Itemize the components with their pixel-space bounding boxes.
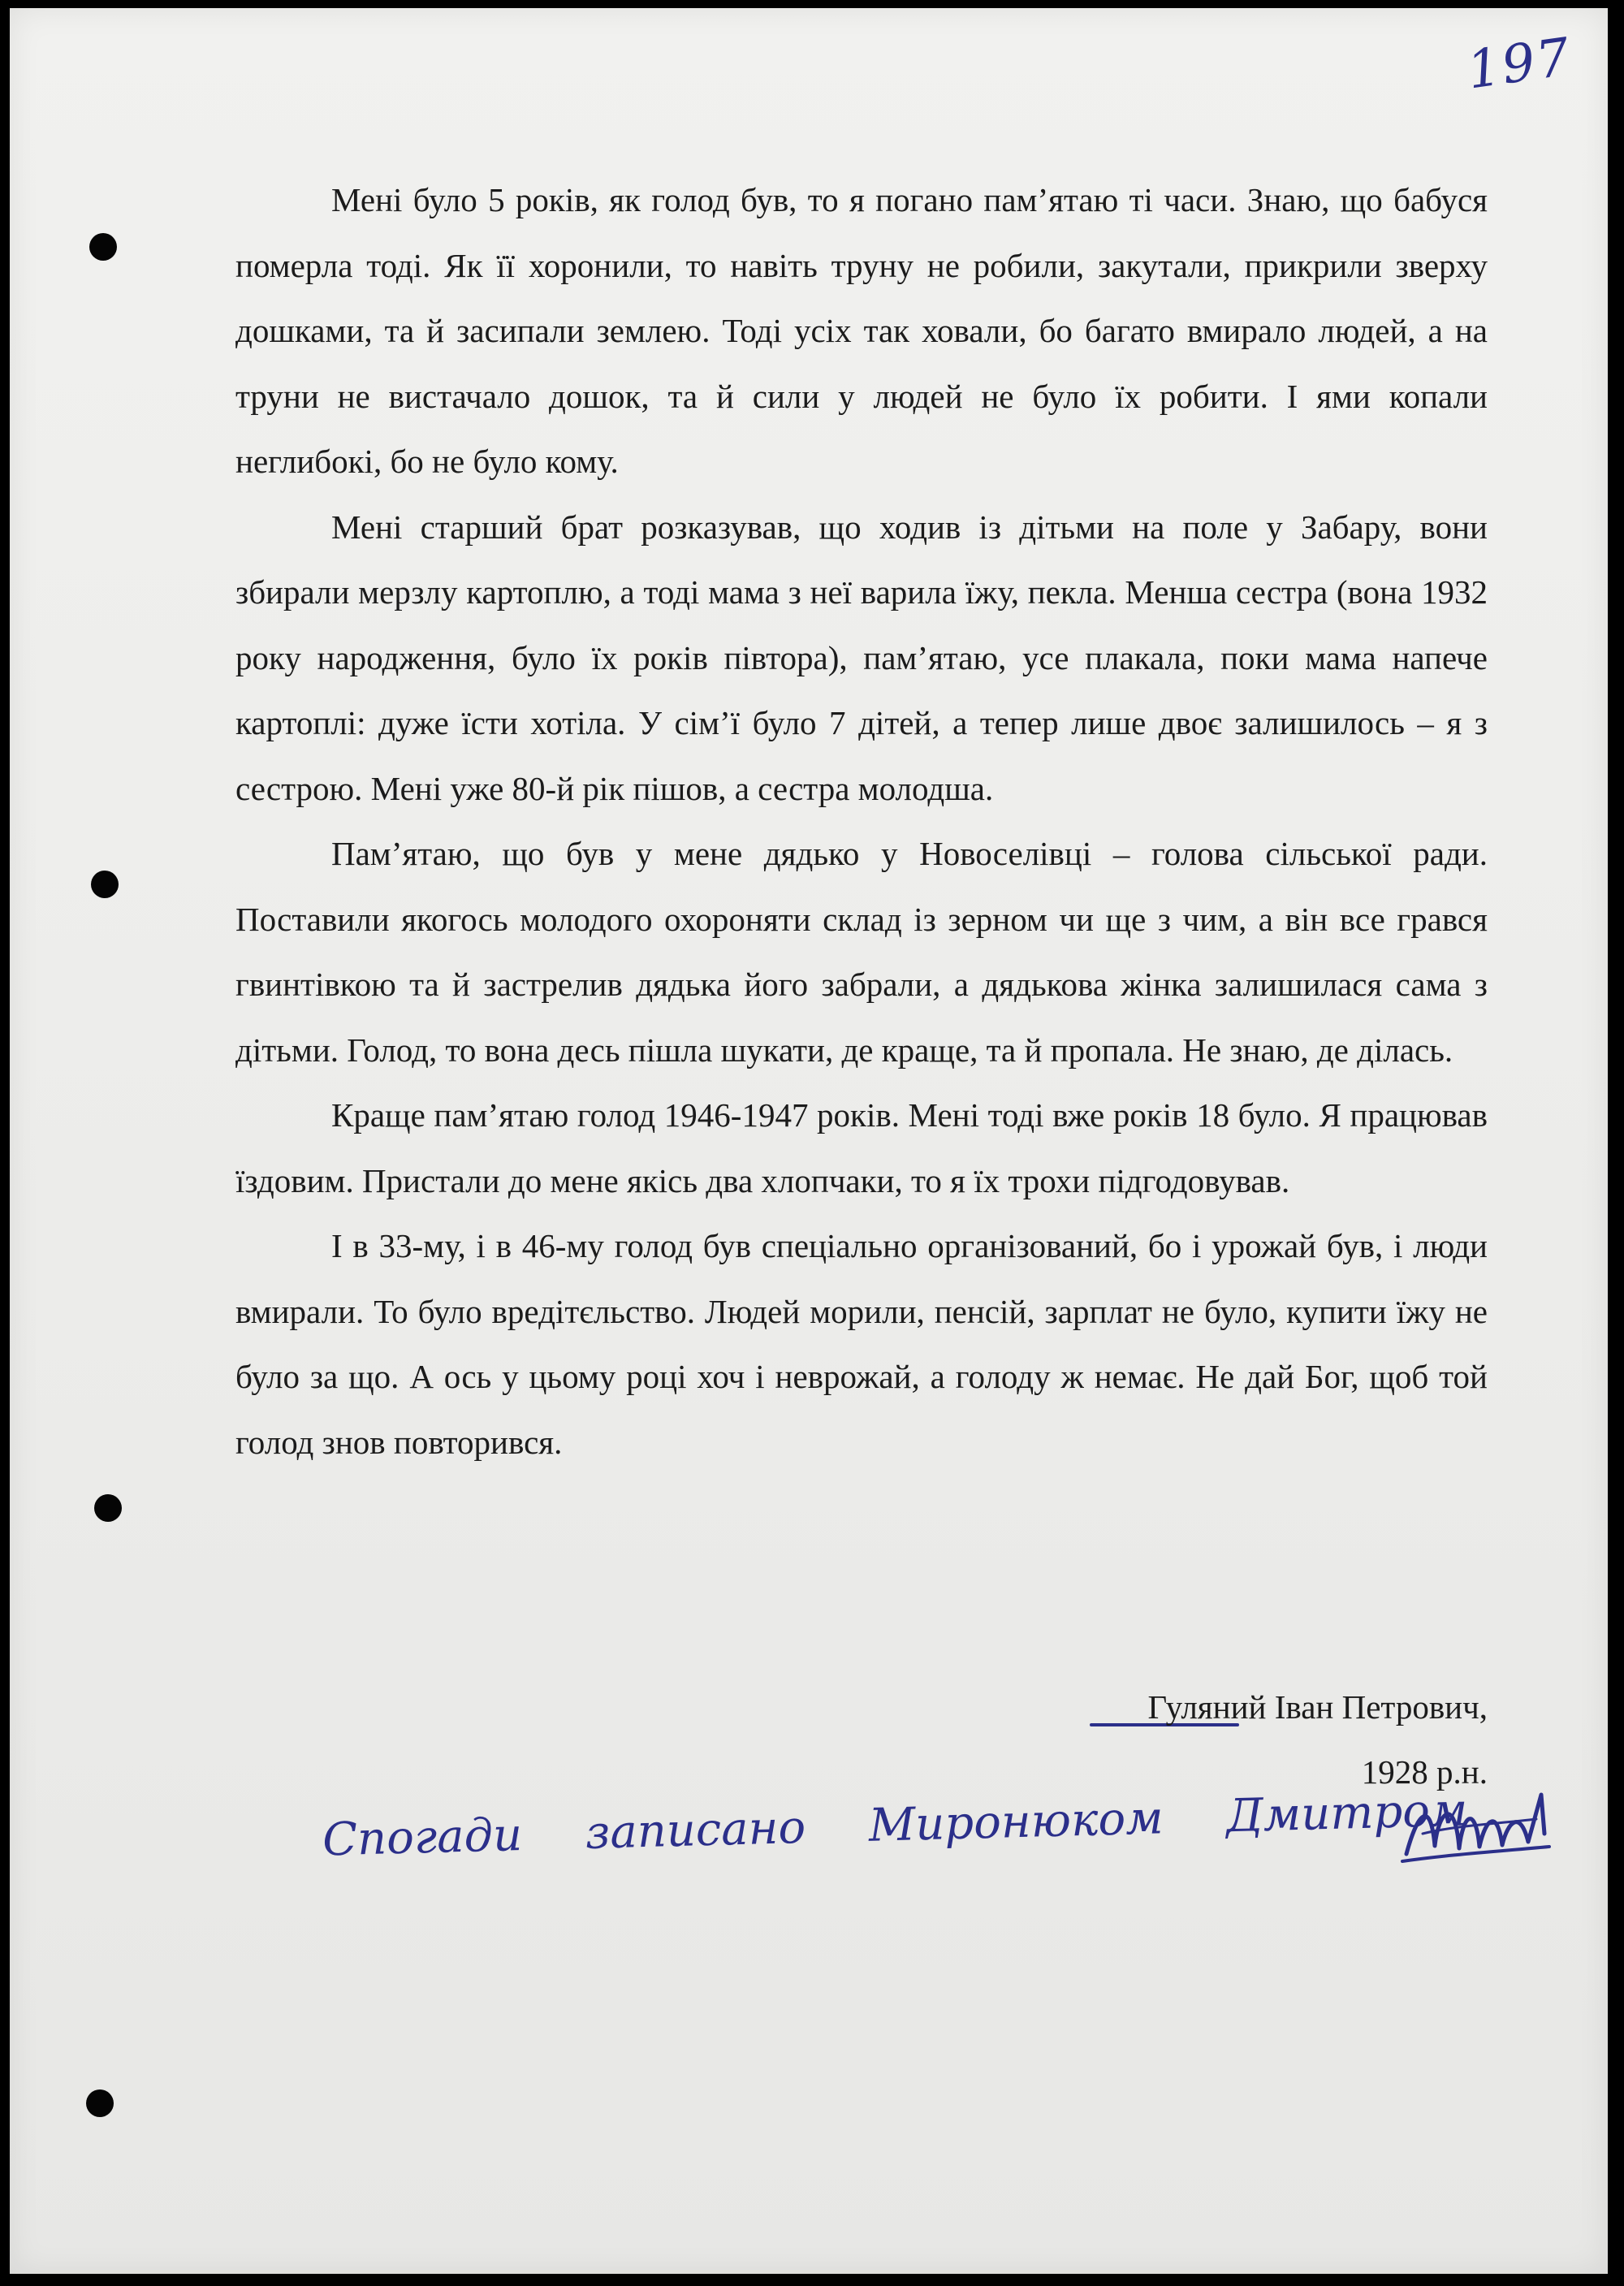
paragraph: І в 33-му, і в 46-му голод був спеціально організований, бо і урожай був, і люди вмирали. То було вредітєльство. Людей морили, пенсій, зарплат не було, купити їжу не було за що. А ось у цьому році хоч і неврожай, а голоду ж немає. Не дай Бог, щоб той голод знов повторився. [235,1227,1488,1461]
punch-hole [94,1494,122,1522]
document-page [10,8,1608,2274]
punch-hole [86,2089,114,2117]
paragraph: Мені старший брат розказував, що ходив із дітьми на поле у Забару, вони збирали мерзлу картоплю, а тоді мама з неї варила їжу, пекла. Менша сестра (вона 1932 року народження, було їх років півтора), пам’ятаю, усе плакала, поки мама напече картоплі: дуже їсти хотіла. У сім’ї було 7 дітей, а тепер лише двоє залишилось – я з сестрою. Мені уже 80-й рік пішов, а сестра молодша. [235,508,1488,807]
author-name: Гуляний Іван Петрович, [1147,1688,1488,1726]
author-birth-year: 1928 р.н. [1361,1753,1488,1791]
paragraph: Мені було 5 років, як голод був, то я погано пам’ятаю ті часи. Знаю, що бабуся померла тоді. Як її хоронили, то навіть труну не робили, закутали, прикрили зверху дошками, та й засипали землею. Тоді усіх так ховали, бо багато вмирало людей, а на труни не вистачало дошок, та й сили у людей не було їх робити. І ями копали неглибокі, бо не було кому. [235,181,1488,480]
punch-hole [89,233,117,261]
paragraph: Краще пам’ятаю голод 1946-1947 років. Мені тоді вже років 18 було. Я працював їздовим. Пристали до мене якісь два хлопчаки, то я їх трохи підгодовував. [235,1096,1488,1199]
testimony-text [235,167,1488,1475]
page-number: 197 [1463,27,1575,102]
punch-hole [91,871,119,898]
signature-scribble [1398,1777,1553,1874]
paragraph: Пам’ятаю, що був у мене дядько у Новоселівці – голова сільської ради. Поставили якогось молодого охороняти склад із зерном чи ще з чим, а він все грався гвинтівкою та й застрелив дядька його забрали, а дядькова жінка залишилася сама з дітьми. Голод, то вона десь пішла шукати, де краще, та й пропала. Не знаю, де ділась. [235,835,1488,1069]
handwritten-note: Спогади записано Миронюком Дмитром [322,1783,1469,1867]
